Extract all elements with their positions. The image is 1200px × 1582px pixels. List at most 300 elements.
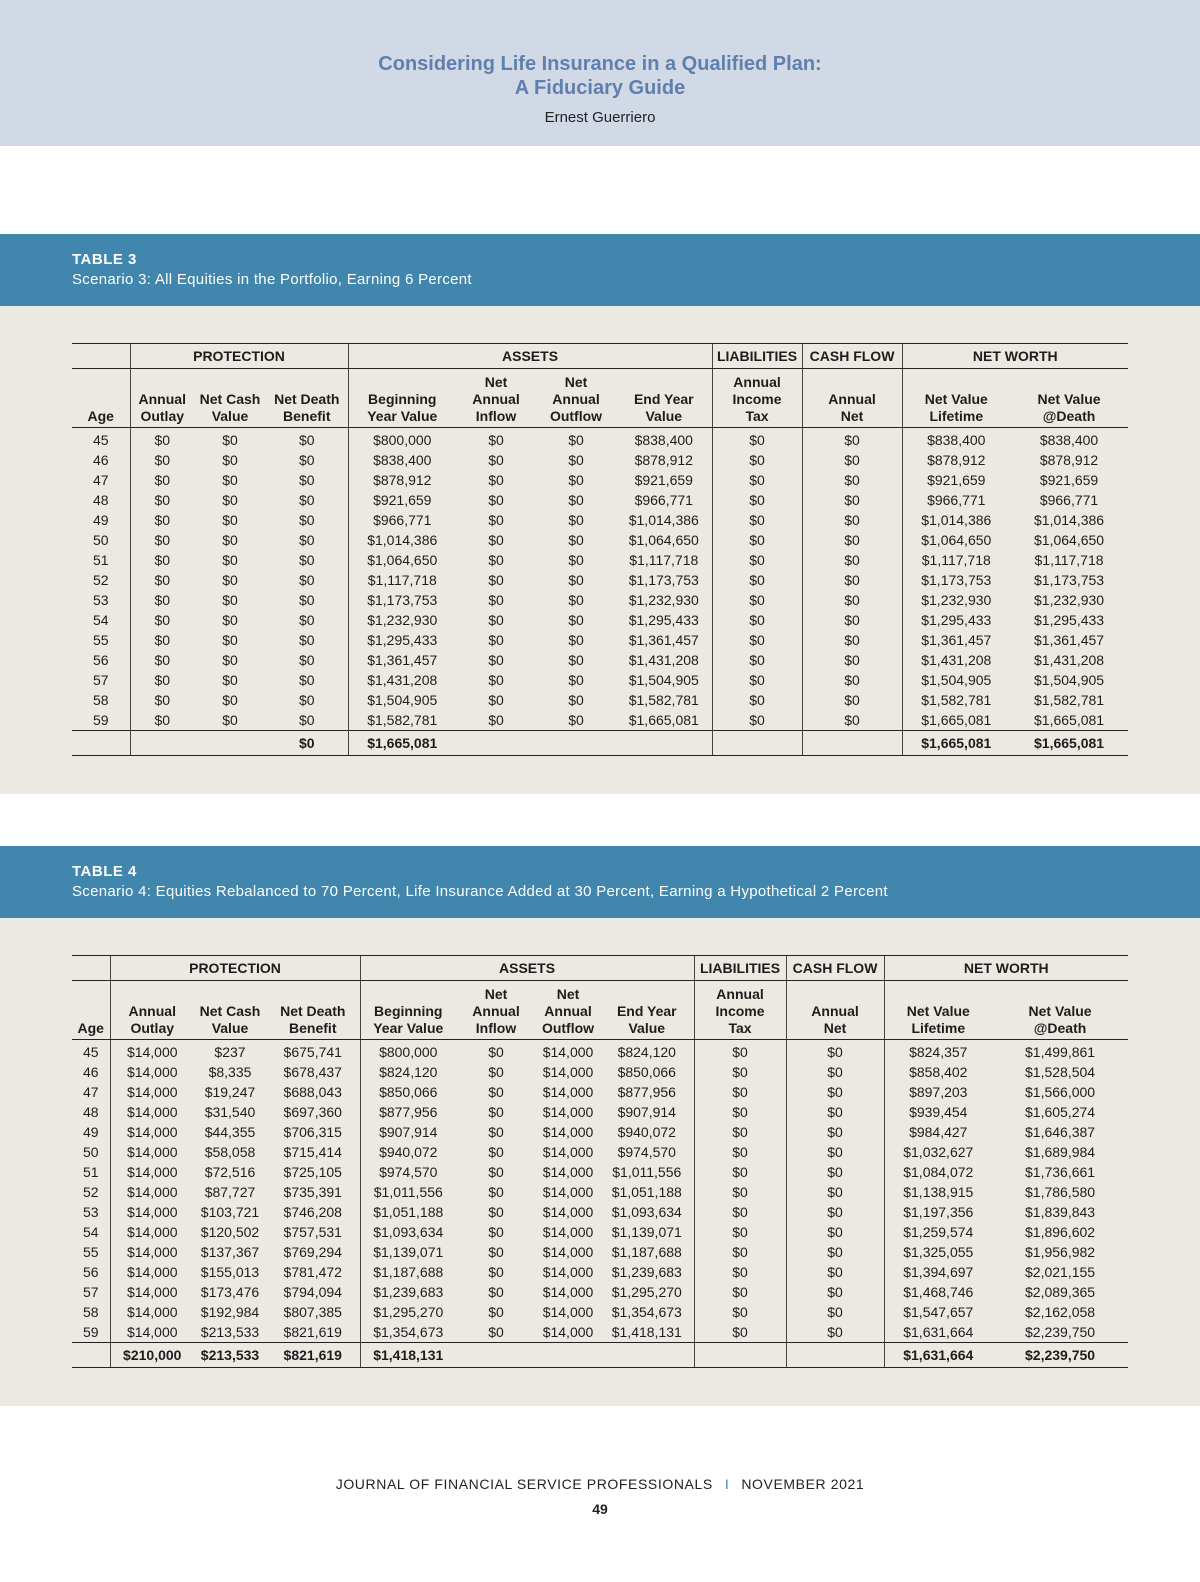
column-header [456, 981, 536, 1040]
age-cell: 46 [82, 1064, 99, 1080]
table-row [72, 450, 1128, 470]
column-header [712, 369, 802, 428]
age-cell: 47 [82, 1084, 99, 1100]
column-header [902, 369, 1010, 428]
table-cell: $1,139,071 [360, 1242, 456, 1262]
table-cell: $0 [488, 452, 504, 468]
column-header [110, 981, 194, 1040]
total-cell [72, 1343, 110, 1368]
table-cell: $0 [488, 632, 504, 648]
table-cell: $781,472 [283, 1264, 342, 1280]
table-cell: $678,437 [283, 1064, 342, 1080]
table-cell: $14,000 [110, 1262, 194, 1282]
table-cell: $0 [488, 592, 504, 608]
table-row [72, 550, 1128, 570]
table4-label: TABLE 4 [72, 863, 137, 880]
column-header-line: Year Value [373, 1020, 444, 1036]
table-cell: $0 [712, 450, 802, 470]
table-cell: $824,120 [360, 1062, 456, 1082]
table-cell: $1,064,650 [1034, 532, 1105, 548]
table-cell: $0 [568, 672, 584, 688]
table-cell: $1,117,718 [348, 570, 456, 590]
table-cell: $14,000 [110, 1302, 194, 1322]
table-cell: $1,173,753 [1034, 572, 1105, 588]
table-cell: $1,354,673 [360, 1322, 456, 1343]
table-cell: $0 [712, 590, 802, 610]
age-cell: 58 [82, 1304, 99, 1320]
table-cell: $0 [298, 612, 315, 628]
table-cell: $155,013 [200, 1264, 260, 1280]
table-cell: $19,247 [204, 1084, 256, 1100]
table3-area [0, 306, 1200, 794]
table-cell: $838,400 [348, 450, 456, 470]
article-title-line2: A Fiduciary Guide [514, 77, 686, 99]
table-cell: $858,402 [884, 1062, 992, 1082]
table-cell: $1,093,634 [611, 1204, 682, 1220]
table-cell: $0 [488, 532, 504, 548]
column-header-line: Annual [128, 1003, 176, 1019]
column-header [600, 981, 694, 1040]
age-cell: 51 [82, 1164, 99, 1180]
table-row [72, 570, 1128, 590]
column-header-line: Net [484, 986, 508, 1002]
column-header-line: Annual [828, 391, 876, 407]
table-cell: $0 [712, 650, 802, 670]
table-cell: $1,011,556 [360, 1182, 456, 1202]
table-cell: $0 [488, 1224, 504, 1240]
column-header-line: Age [77, 1020, 104, 1036]
table-cell: $0 [488, 432, 504, 448]
age-cell: 49 [82, 1124, 99, 1140]
column-header [802, 369, 902, 428]
total-cell [194, 731, 266, 756]
table-cell: $14,000 [110, 1162, 194, 1182]
column-header-line: Tax [745, 408, 769, 424]
table-cell: $0 [568, 472, 584, 488]
table-cell: $966,771 [348, 510, 456, 530]
table-cell: $1,431,208 [628, 652, 699, 668]
total-cell: $821,619 [266, 1343, 360, 1368]
column-header-line: Net Value [906, 1003, 970, 1019]
table-cell: $0 [488, 572, 504, 588]
column-header-line: Net Value [1037, 391, 1101, 407]
table-cell: $1,232,930 [902, 590, 1010, 610]
table-row [72, 490, 1128, 510]
table-cell: $1,259,574 [884, 1222, 992, 1242]
table-cell: $1,197,356 [884, 1202, 992, 1222]
table-cell: $0 [802, 650, 902, 670]
table-row [72, 1262, 1128, 1282]
total-cell [536, 1343, 600, 1368]
age-cell: 56 [92, 652, 109, 668]
table-cell: $1,528,504 [1025, 1064, 1096, 1080]
table-cell: $735,391 [283, 1184, 342, 1200]
table-cell: $0 [786, 1242, 884, 1262]
age-cell: 54 [92, 612, 109, 628]
age-cell: 49 [92, 512, 109, 528]
table-cell: $824,357 [884, 1040, 992, 1063]
table-cell: $807,385 [283, 1304, 342, 1320]
table-cell: $14,000 [542, 1204, 594, 1220]
table-cell: $1,665,081 [902, 710, 1010, 731]
table-cell: $1,665,081 [628, 712, 699, 728]
table-cell: $2,239,750 [1025, 1324, 1096, 1340]
table-cell: $0 [568, 652, 584, 668]
table-cell: $1,566,000 [1025, 1084, 1096, 1100]
table-cell: $0 [488, 1104, 504, 1120]
table-cell: $0 [488, 1304, 504, 1320]
table-row [72, 650, 1128, 670]
table-cell: $14,000 [542, 1224, 594, 1240]
table-cell: $14,000 [110, 1082, 194, 1102]
table-cell: $1,418,131 [611, 1324, 682, 1340]
column-header-line: Lifetime [929, 408, 984, 424]
table-cell: $715,414 [283, 1144, 342, 1160]
table4 [72, 955, 1128, 1368]
table-cell: $14,000 [542, 1164, 594, 1180]
table-cell: $1,239,683 [360, 1282, 456, 1302]
table-cell: $14,000 [542, 1184, 594, 1200]
table-cell: $850,066 [360, 1082, 456, 1102]
total-cell: $210,000 [110, 1343, 194, 1368]
table-cell: $14,000 [110, 1062, 194, 1082]
table-cell: $0 [786, 1302, 884, 1322]
table-cell: $0 [298, 532, 315, 548]
table-cell: $1,431,208 [902, 650, 1010, 670]
table-cell: $14,000 [110, 1282, 194, 1302]
age-cell: 56 [82, 1264, 99, 1280]
table-cell: $0 [130, 630, 194, 650]
column-header-line: Net Death [274, 391, 340, 407]
table-cell: $2,162,058 [1025, 1304, 1096, 1320]
article-author: Ernest Guerriero [544, 109, 656, 126]
table-row [72, 1222, 1128, 1242]
total-cell [456, 731, 536, 756]
table-cell: $1,646,387 [1025, 1124, 1096, 1140]
age-cell: 45 [82, 1044, 99, 1060]
total-cell [600, 1343, 694, 1368]
column-header-line: Annual [472, 1003, 520, 1019]
table-cell: $0 [130, 670, 194, 690]
table-cell: $1,295,433 [348, 630, 456, 650]
total-cell [694, 1343, 786, 1368]
group-header: PROTECTION [110, 956, 360, 981]
table-cell: $14,000 [110, 1040, 194, 1063]
table-cell: $192,984 [200, 1304, 260, 1320]
table-cell: $0 [786, 1122, 884, 1142]
table-cell: $0 [298, 672, 315, 688]
table-cell: $0 [802, 428, 902, 451]
table-cell: $1,173,753 [348, 590, 456, 610]
table4-banner [0, 846, 1200, 918]
table-cell: $14,000 [542, 1244, 594, 1260]
table-row [72, 1242, 1128, 1262]
table-row [72, 1082, 1128, 1102]
column-header-line: Annual [138, 391, 186, 407]
table-cell: $0 [694, 1302, 786, 1322]
table-cell: $1,736,661 [1025, 1164, 1096, 1180]
table-cell: $878,912 [1039, 452, 1099, 468]
table-row [72, 1202, 1128, 1222]
table-cell: $878,912 [902, 450, 1010, 470]
table-cell: $769,294 [283, 1244, 342, 1260]
table-cell: $0 [712, 670, 802, 690]
table-cell: $0 [298, 712, 315, 728]
column-header [360, 981, 456, 1040]
table-cell: $1,582,781 [1034, 692, 1105, 708]
column-header-line: Outlay [130, 1020, 175, 1036]
table-cell: $0 [568, 592, 584, 608]
table-cell: $31,540 [204, 1104, 256, 1120]
table-cell: $1,325,055 [884, 1242, 992, 1262]
column-header-line: Value [645, 408, 683, 424]
table-cell: $0 [568, 492, 584, 508]
table-cell: $0 [222, 712, 238, 728]
total-cell [72, 731, 130, 756]
table-cell: $1,354,673 [611, 1304, 682, 1320]
table-cell: $824,120 [617, 1044, 676, 1060]
table-cell: $0 [802, 470, 902, 490]
table-cell: $1,431,208 [348, 670, 456, 690]
column-header-line: @Death [1042, 408, 1096, 424]
table-row [72, 428, 1128, 451]
table-cell: $1,032,627 [884, 1142, 992, 1162]
table-cell: $14,000 [110, 1222, 194, 1242]
table-cell: $0 [786, 1162, 884, 1182]
total-cell: $1,665,081 [348, 731, 456, 756]
table-cell: $0 [488, 712, 504, 728]
table-cell: $0 [130, 690, 194, 710]
column-header-line: Age [87, 408, 114, 424]
table-cell: $0 [488, 552, 504, 568]
table-cell: $1,295,433 [628, 612, 699, 628]
column-header-line: Annual [552, 391, 600, 407]
table-cell: $0 [694, 1040, 786, 1063]
table-cell: $1,138,915 [884, 1182, 992, 1202]
table-cell: $1,232,930 [1034, 592, 1105, 608]
table-cell: $0 [130, 530, 194, 550]
table-cell: $675,741 [283, 1044, 342, 1060]
column-header-line: Annual [544, 1003, 592, 1019]
age-cell: 53 [92, 592, 109, 608]
table-cell: $0 [130, 428, 194, 451]
table-cell: $0 [488, 1284, 504, 1300]
age-cell: 59 [82, 1324, 99, 1340]
table-cell: $0 [786, 1202, 884, 1222]
age-cell: 52 [92, 572, 109, 588]
table-cell: $1,295,433 [1034, 612, 1105, 628]
table-cell: $8,335 [208, 1064, 252, 1080]
column-header-line: Net Value [1028, 1003, 1092, 1019]
table-cell: $103,721 [200, 1204, 260, 1220]
table-cell: $1,361,457 [1034, 632, 1105, 648]
table-cell: $1,582,781 [902, 690, 1010, 710]
age-cell: 51 [92, 552, 109, 568]
totals-row [72, 731, 1128, 756]
age-cell: 57 [92, 672, 109, 688]
table-cell: $14,000 [542, 1264, 594, 1280]
column-header [72, 369, 130, 428]
table-cell: $966,771 [1039, 492, 1099, 508]
table-cell: $974,570 [360, 1162, 456, 1182]
table-cell: $697,360 [283, 1104, 342, 1120]
table-cell: $0 [298, 592, 315, 608]
table-cell: $877,956 [617, 1084, 676, 1100]
table-cell: $921,659 [348, 490, 456, 510]
table-cell: $1,504,905 [628, 672, 699, 688]
total-cell: $0 [266, 731, 348, 756]
table-cell: $0 [694, 1282, 786, 1302]
table-cell: $907,914 [617, 1104, 676, 1120]
table-cell: $0 [222, 632, 238, 648]
table-cell: $14,000 [110, 1202, 194, 1222]
table-cell: $1,014,386 [348, 530, 456, 550]
column-header-line: Tax [728, 1020, 752, 1036]
table-cell: $14,000 [542, 1124, 594, 1140]
column-header [536, 369, 616, 428]
table-cell: $1,786,580 [1025, 1184, 1096, 1200]
table-cell: $0 [130, 490, 194, 510]
table-cell: $1,014,386 [628, 512, 699, 528]
table-cell: $0 [130, 470, 194, 490]
table-cell: $0 [802, 710, 902, 731]
table-row [72, 1162, 1128, 1182]
table-cell: $838,400 [902, 428, 1010, 451]
table-cell: $0 [694, 1142, 786, 1162]
table-cell: $0 [786, 1062, 884, 1082]
table4-area [0, 918, 1200, 1406]
table-cell: $0 [222, 552, 238, 568]
table-row [72, 630, 1128, 650]
table-cell: $0 [802, 490, 902, 510]
table-cell: $1,394,697 [884, 1262, 992, 1282]
table-cell: $0 [222, 572, 238, 588]
table-cell: $1,084,072 [884, 1162, 992, 1182]
table-cell: $14,000 [542, 1084, 594, 1100]
table-cell: $1,295,433 [902, 610, 1010, 630]
column-header-line: Value [211, 1020, 249, 1036]
column-header-line: Income [732, 391, 782, 407]
table-cell: $0 [298, 452, 315, 468]
table-row [72, 670, 1128, 690]
table-cell: $173,476 [200, 1284, 260, 1300]
column-header-line: Annual [733, 374, 781, 390]
table-cell: $984,427 [884, 1122, 992, 1142]
table-cell: $0 [568, 632, 584, 648]
column-header-line: Inflow [475, 408, 517, 424]
table-cell: $0 [802, 690, 902, 710]
table-cell: $0 [802, 590, 902, 610]
group-header: LIABILITIES [712, 344, 802, 369]
column-header-line: Outflow [549, 408, 603, 424]
table-cell: $1,361,457 [348, 650, 456, 670]
table-cell: $0 [130, 570, 194, 590]
table-row [72, 510, 1128, 530]
column-header-line: Net [484, 374, 508, 390]
column-header-line: End Year [633, 391, 694, 407]
column-header [348, 369, 456, 428]
table-cell: $1,014,386 [1034, 512, 1105, 528]
table-cell: $877,956 [360, 1102, 456, 1122]
table-cell: $1,011,556 [612, 1164, 682, 1180]
table-cell: $0 [802, 550, 902, 570]
table-cell: $0 [488, 472, 504, 488]
table-cell: $688,043 [283, 1084, 342, 1100]
table-cell: $757,531 [283, 1224, 342, 1240]
table-cell: $1,064,650 [902, 530, 1010, 550]
group-header-empty [72, 344, 130, 369]
column-header [194, 981, 266, 1040]
total-cell: $1,631,664 [884, 1343, 992, 1368]
table3-banner [0, 234, 1200, 306]
table-cell: $1,361,457 [902, 630, 1010, 650]
table-cell: $1,232,930 [348, 610, 456, 630]
table-cell: $1,232,930 [628, 592, 699, 608]
age-cell: 55 [92, 632, 109, 648]
age-cell: 57 [82, 1284, 99, 1300]
table-cell: $940,072 [617, 1124, 676, 1140]
table-cell: $1,239,683 [611, 1264, 682, 1280]
table-cell: $0 [488, 1184, 504, 1200]
table-cell: $0 [488, 692, 504, 708]
article-title [0, 52, 1200, 100]
table-cell: $0 [786, 1322, 884, 1343]
table-cell: $0 [298, 432, 315, 448]
age-cell: 50 [82, 1144, 99, 1160]
table-row [72, 470, 1128, 490]
column-header-line: Outlay [140, 408, 185, 424]
column-header [72, 981, 110, 1040]
column-header-line: Lifetime [911, 1020, 966, 1036]
column-header-line: Year Value [367, 408, 438, 424]
table-cell: $838,400 [1039, 432, 1099, 448]
group-header: ASSETS [348, 344, 712, 369]
table-cell: $0 [568, 552, 584, 568]
table-cell: $800,000 [348, 428, 456, 451]
table-cell: $0 [802, 630, 902, 650]
table-cell: $0 [712, 550, 802, 570]
column-header-line: Net [564, 374, 588, 390]
table-cell: $746,208 [283, 1204, 342, 1220]
table-cell: $0 [712, 610, 802, 630]
table-cell: $0 [786, 1182, 884, 1202]
table-row [72, 1302, 1128, 1322]
table-cell: $0 [802, 670, 902, 690]
table-cell: $14,000 [110, 1322, 194, 1343]
table-cell: $0 [130, 710, 194, 731]
age-cell: 47 [92, 472, 109, 488]
table-cell: $1,173,753 [628, 572, 699, 588]
total-cell [712, 731, 802, 756]
table-cell: $0 [298, 492, 315, 508]
table-cell: $921,659 [634, 472, 693, 488]
column-header [456, 369, 536, 428]
column-header [694, 981, 786, 1040]
table-cell: $0 [786, 1082, 884, 1102]
column-header [992, 981, 1128, 1040]
table-row [72, 1142, 1128, 1162]
table-cell: $1,117,718 [1034, 552, 1104, 568]
table-cell: $0 [694, 1082, 786, 1102]
table-cell: $1,187,688 [360, 1262, 456, 1282]
table-cell: $0 [802, 510, 902, 530]
table-cell: $0 [488, 1204, 504, 1220]
table-cell: $0 [568, 712, 584, 728]
total-cell: $1,665,081 [1010, 731, 1128, 756]
column-header [786, 981, 884, 1040]
table-row [72, 530, 1128, 550]
table-cell: $0 [568, 692, 584, 708]
